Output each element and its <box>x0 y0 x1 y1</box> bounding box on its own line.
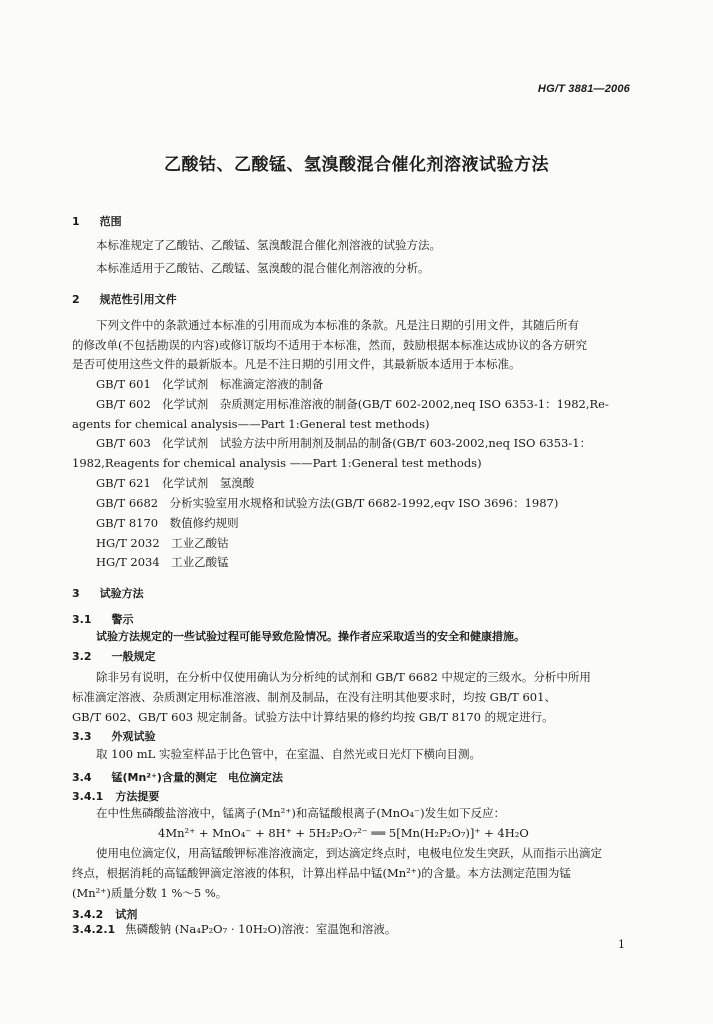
reference-item-continued: agents for chemical analysis——Part 1:General test methods) <box>72 417 430 431</box>
section-number: 2 <box>72 293 80 306</box>
section-title: 范围 <box>99 215 122 228</box>
section-number: 3.4 <box>72 771 92 784</box>
section-1-heading <box>72 213 122 229</box>
section-3-3-heading <box>72 728 156 744</box>
section-title: 规范性引用文件 <box>99 293 177 306</box>
reference-item: GB/T 601 化学试剂 标准滴定溶液的制备 <box>96 377 324 391</box>
reference-item: GB/T 621 化学试剂 氢溴酸 <box>96 476 255 490</box>
section-3-heading <box>72 585 144 601</box>
paragraph-line: 的修改单(不包括勘误的内容)或修订版均不适用于本标准，然而，鼓励根据本标准达成协议的各方研究 <box>72 338 587 352</box>
paragraph-line: 下列文件中的条款通过本标准的引用而成为本标准的条款。凡是注日期的引用文件，其随后所有 <box>96 318 579 332</box>
section-title: 试剂 <box>115 908 138 921</box>
reaction-equation: 4Mn²⁺ + MnO₄⁻ + 8H⁺ + 5H₂P₂O₇²⁻ ══ 5[Mn(H₂P₂O₇)]⁺ + 4H₂O <box>158 826 529 840</box>
paragraph-line: 取 100 mL 实验室样品于比色管中，在室温、自然光或日光灯下横向目测。 <box>96 747 481 761</box>
reference-item-continued: 1982,Reagents for chemical analysis ——Part 1:General test methods) <box>72 456 482 470</box>
document-title: 乙酸钴、乙酸锰、氢溴酸混合催化剂溶液试验方法 <box>164 155 549 175</box>
page-number: 1 <box>618 938 625 951</box>
section-number: 3.1 <box>72 613 92 626</box>
paragraph-line: 本标准适用于乙酸钴、乙酸锰、氢溴酸的混合催化剂溶液的分析。 <box>96 261 430 275</box>
section-3-1-heading <box>72 611 134 627</box>
reference-item: HG/T 2034 工业乙酸锰 <box>96 555 229 569</box>
paragraph-text: 焦磷酸钠 (Na₄P₂O₇ · 10H₂O)溶液：室温饱和溶液。 <box>125 922 397 936</box>
paragraph-line: 除非另有说明，在分析中仅使用确认为分析纯的试剂和 GB/T 6682 中规定的三级水。分析中所用 <box>96 670 591 684</box>
paragraph-line: 本标准规定了乙酸钴、乙酸锰、氢溴酸混合催化剂溶液的试验方法。 <box>96 238 441 252</box>
paragraph-line: 终点，根据消耗的高锰酸钾滴定溶液的体积，计算出样品中锰(Mn²⁺)的含量。本方法测定范围为锰 <box>72 866 571 880</box>
section-title: 一般规定 <box>111 650 156 663</box>
section-2-heading <box>72 291 177 307</box>
section-title: 外观试验 <box>111 730 156 743</box>
paragraph-line: 在中性焦磷酸盐溶液中，锰离子(Mn²⁺)和高锰酸根离子(MnO₄⁻)发生如下反应： <box>96 806 506 820</box>
section-3-4-heading <box>72 769 283 785</box>
section-title: 试验方法 <box>99 587 144 600</box>
reference-item: GB/T 6682 分析实验室用水规格和试验方法(GB/T 6682-1992,eqv ISO 3696：1987) <box>96 496 559 510</box>
reference-item: GB/T 603 化学试剂 试验方法中所用制剂及制品的制备(GB/T 603-2002,neq ISO 6353-1： <box>96 436 592 450</box>
paragraph-line: 标准滴定溶液、杂质测定用标准溶液、制剂及制品，在没有注明其他要求时，均按 GB/T 601、 <box>72 690 556 704</box>
section-number: 3.4.1 <box>72 790 104 803</box>
section-3-4-2-1-line <box>72 922 396 937</box>
warning-text: 试验方法规定的一些试验过程可能导致危险情况。操作者应采取适当的安全和健康措施。 <box>96 630 525 643</box>
section-number: 1 <box>72 215 80 228</box>
standard-code: HG/T 3881—2006 <box>537 83 630 95</box>
reference-item: HG/T 2032 工业乙酸钴 <box>96 536 229 550</box>
paragraph-line: GB/T 602、GB/T 603 规定制备。试验方法中计算结果的修约均按 GB/T 8170 的规定进行。 <box>72 710 554 724</box>
paragraph-line: 是否可使用这些文件的最新版本。凡是不注日期的引用文件，其最新版本适用于本标准。 <box>72 357 521 371</box>
section-number: 3.2 <box>72 650 92 663</box>
paragraph-line: (Mn²⁺)质量分数 1 %～5 %。 <box>72 886 228 900</box>
section-title: 锰(Mn²⁺)含量的测定 电位滴定法 <box>111 771 283 784</box>
reference-item: GB/T 602 化学试剂 杂质测定用标准溶液的制备(GB/T 602-2002,neq ISO 6353-1：1982,Re- <box>96 397 609 411</box>
section-number: 3.3 <box>72 730 92 743</box>
section-3-4-2-heading <box>72 906 137 922</box>
paragraph-line: 使用电位滴定仪，用高锰酸钾标准溶液滴定，到达滴定终点时，电极电位发生突跃，从而指示出滴定 <box>96 846 602 860</box>
section-3-2-heading <box>72 648 156 664</box>
section-number: 3 <box>72 587 80 600</box>
section-number: 3.4.2 <box>72 908 104 921</box>
section-title: 方法提要 <box>115 790 160 803</box>
section-title: 警示 <box>111 613 134 626</box>
reference-item: GB/T 8170 数值修约规则 <box>96 516 239 530</box>
section-3-4-1-heading <box>72 788 159 804</box>
section-number: 3.4.2.1 <box>72 923 116 936</box>
